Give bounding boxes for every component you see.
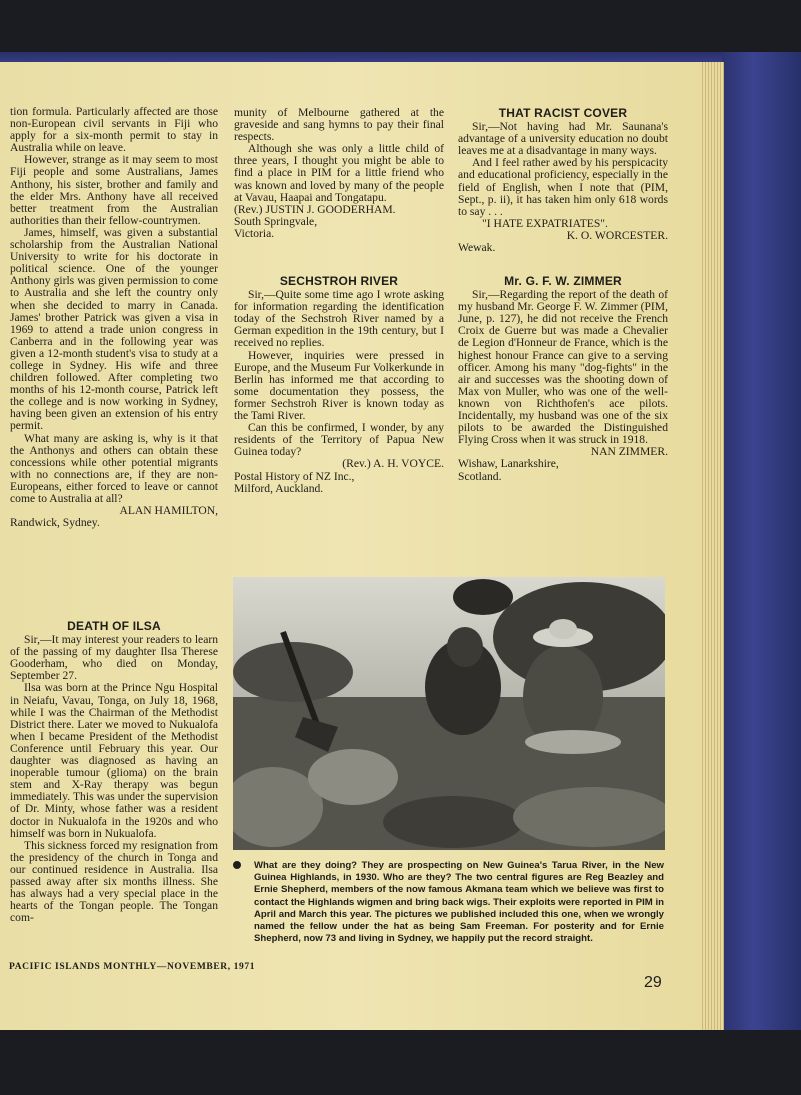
letter-paragraph: Although she was only a little child of three years, I thought you might be able to find a place in PIM for a little friend who was known and loved by many of the people at Vavau, Haapai and Tongatapu.	[234, 142, 444, 204]
letter-location: South Springvale,	[234, 214, 318, 228]
column-left-death	[10, 620, 218, 924]
letter-signature: (Rev.) JUSTIN J. GOODERHAM.	[234, 202, 396, 216]
background-shadow	[0, 1030, 801, 1095]
heading-death-of-ilsa: DEATH OF ILSA	[67, 619, 161, 633]
letter-signature: ALAN HAMILTON,	[119, 504, 218, 518]
letter-location: Wewak.	[458, 241, 496, 255]
letter-paragraph: However, inquiries were pressed in Europe, and the Museum Fur Volkerkunde in Berlin has informed me that according to some documentation they possess, the former Sechstroh River is known today as the Tami River.	[234, 348, 444, 423]
letter-paragraph: This sickness forced my resignation from the presidency of the church in Tonga and our continued residence in Australia. Ilsa passed away after six months illness. She has always had a very special place in the hearts of the Tongan people. The Tongan com-	[10, 838, 218, 925]
column-right-zimmer	[458, 275, 668, 483]
letter-location: Victoria.	[234, 226, 275, 240]
letter-paragraph: And I feel rather awed by his perspicacity and educational proficiency, especially in the field of English, when I note that (PIM, Sept., p. ii), it has taken him only 618 words to say . . .	[458, 156, 668, 218]
letter-quote: "I HATE EXPATRIATES".	[482, 216, 608, 230]
column-middle	[234, 107, 444, 240]
letter-location: Milford, Auckland.	[234, 481, 324, 495]
letter-signature: NAN ZIMMER.	[590, 445, 668, 459]
letter-signature: (Rev.) A. H. VOYCE.	[342, 457, 444, 471]
letter-paragraph: However, strange as it may seem to most Fiji people and some Australians, James Anthony, his sister, brother and family and the elder Mrs. Anthony have all received better treatment from the Australian authorities than their fellow-countrymen.	[10, 153, 218, 227]
letter-paragraph: Sir,—It may interest your readers to learn of the passing of my daughter Ilsa Therese Gooderham, who died on Monday, September 27.	[10, 633, 218, 683]
column-middle-sechstroh	[234, 275, 444, 495]
letter-paragraph: Sir,—Not having had Mr. Saunana's advantage of a university education no doubt leaves me at a disadvantage in many ways.	[458, 120, 668, 158]
letter-location: Scotland.	[458, 469, 502, 483]
page-footer: PACIFIC ISLANDS MONTHLY—NOVEMBER, 1971	[9, 962, 256, 972]
prospecting-photo	[233, 577, 665, 850]
page-edges	[700, 62, 724, 1030]
caption-bullet	[233, 861, 241, 869]
photo-caption: What are they doing? They are prospecting on New Guinea's Tarua River, in the New Guinea Highlands, in 1930. Who are they? The two central figures are Reg Beazley and Ernie Shepherd, members of the now famous Akmana team which we believe was first to contact the Highlands wigmen and bring back wigs. Their exploits were reported in PIM in April and March this year. The pictures we published included this one, when we wrongly named the fellow under the hat as being Sam Freeman. For posterity and for Ernie Shepherd, now 73 and living in Sydney, we happily put the record straight.	[254, 860, 664, 945]
letter-paragraph: What many are asking is, why is it that the Anthonys and others can obtain these concessions while other potential migrants with no connections are, if they are non-Europeans, either forced to leave or cannot come to Australia at all?	[10, 431, 218, 505]
letter-paragraph: Sir,—Regarding the report of the death of my husband Mr. George F. W. Zimmer (PIM, June, p. 127), he did not receive the French Croix de Guerre but was made a Chevalier de Legion d'Honneur de France, which is the highest honour France can give to a serving officer. Among his many "dog-fights" in the air and successes was the shooting down of Max von Muller, who was one of the well-known von Richthofen's ace pilots. Incidentally, my husband was one of the six pilots to be awarded the Distinguished Flying Cross when it was struck in 1918.	[458, 288, 668, 447]
heading-sechstroh-river: SECHSTROH RIVER	[279, 274, 399, 288]
letter-paragraph: Can this be confirmed, I wonder, by any residents of the Territory of Papua New Guinea today?	[234, 421, 444, 459]
heading-that-racist-cover: THAT RACIST COVER	[498, 106, 628, 120]
letter-paragraph: Sir,—Quite some time ago I wrote asking for information regarding the identification today of the Sechstroh River named by a German expedition in the 19th century, but I received no replies.	[234, 288, 444, 350]
letter-location: Wishaw, Lanarkshire,	[458, 457, 559, 471]
heading-zimmer: Mr. G. F. W. ZIMMER	[504, 274, 622, 288]
letter-location: Randwick, Sydney.	[10, 516, 100, 530]
page-number: 29	[644, 974, 662, 991]
letter-paragraph: James, himself, was given a substantial scholarship from the Australian National University to write for his doctorate in political science. One of the younger Anthony girls was given permission to come to Australia and she left the country only when she decided to marry in Canada. James' brother Patrick was given a visa in 1969 to attend a trade union congress in Canberra and in the following year was given a 12-month student's visa to study at a college in Sydney. His wife and three children followed. After completing two months of his 12-month course, Patrick left the college and is now working in Sydney, having been given an extension of his entry permit.	[10, 225, 218, 433]
book-cover-spine	[722, 52, 801, 1042]
letter-signature: K. O. WORCESTER.	[566, 228, 668, 242]
letter-paragraph: munity of Melbourne gathered at the graveside and sang hymns to pay their final respects.	[234, 106, 444, 144]
letter-paragraph: tion formula. Particularly affected are those non-European civil servants in Fiji who apply for a six-month permit to stay in Australia while on leave.	[10, 105, 218, 155]
column-right	[458, 107, 668, 254]
column-left	[10, 106, 218, 529]
photo-scene	[233, 577, 665, 850]
letter-paragraph: Ilsa was born at the Prince Ngu Hospital in Neiafu, Vavau, Tonga, on July 18, 1968, while I was the Chairman of the Methodist District there. Later we moved to Nukualofa when I became President of the Methodist Conference until February this year. Our daughter was diagnosed as having an inoperable tumour (glioma) on the brain stem and X-Ray therapy was begun immediately. This was under the supervision of Dr. Minty, whose father was a resident doctor in Nukualofa in the 1920s and who himself was born in Nukualofa.	[10, 681, 218, 840]
letter-location: Postal History of NZ Inc.,	[234, 469, 355, 483]
